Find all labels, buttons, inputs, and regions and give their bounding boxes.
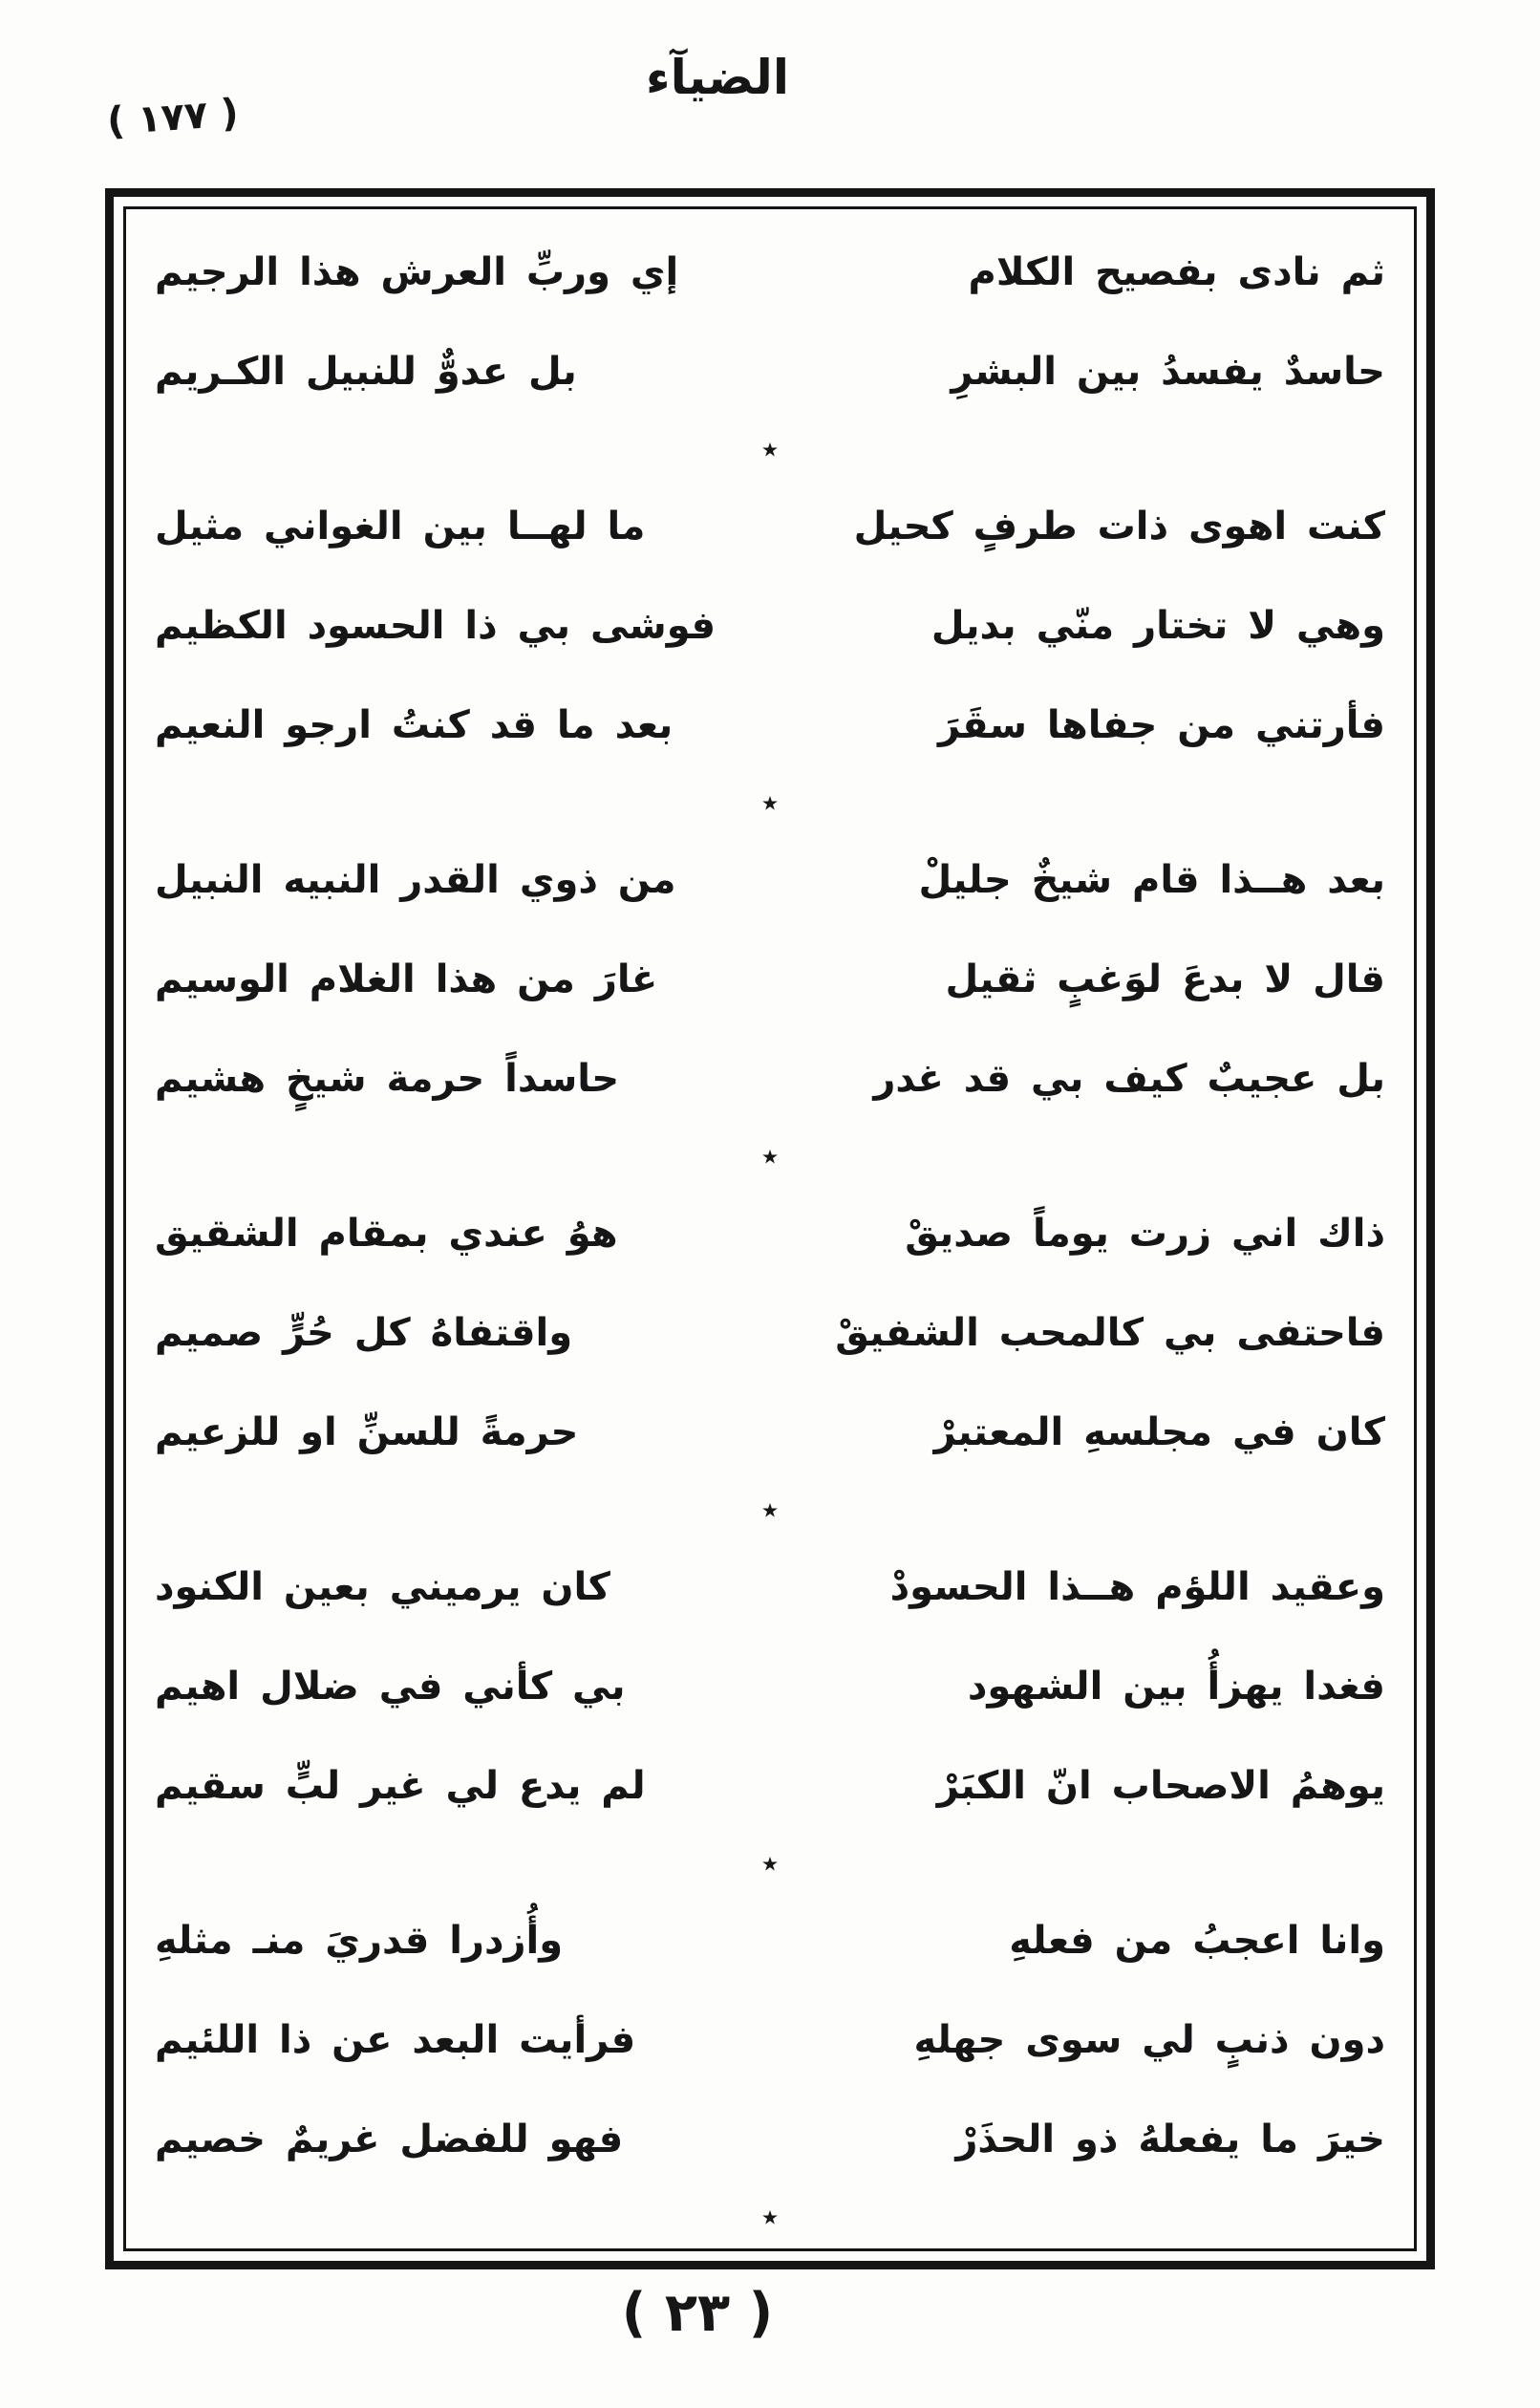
hemistich-right: يوهمُ الاصحاب انّ الكبَرْ <box>936 1764 1385 1808</box>
hemistich-left: إي وربِّ العرش هذا الرجيم <box>155 250 679 294</box>
verse-row <box>155 477 1385 576</box>
stanza-separator-asterisk: ٭ <box>760 2198 780 2236</box>
stanza <box>155 1537 1385 1836</box>
hemistich-right: فاحتفى بي كالمحب الشفيقْ <box>835 1311 1385 1355</box>
verse-row <box>155 1990 1385 2090</box>
hemistich-right: دون ذنبٍ لي سوى جهلهِ <box>913 2018 1385 2062</box>
poem-frame-inner-rule <box>123 206 1417 2251</box>
hemistich-left: بعد ما قد كنتُ ارجو النعيم <box>155 703 674 747</box>
stanza <box>155 477 1385 775</box>
hemistich-right: كان في مجلسهِ المعتبرْ <box>933 1410 1385 1454</box>
hemistich-right: حاسدٌ يفسدُ بين البشرِ <box>951 350 1385 394</box>
hemistich-left: غارَ من هذا الغلام الوسيم <box>155 957 658 1001</box>
hemistich-right: بل عجيبٌ كيف بي قد غدر <box>873 1057 1385 1101</box>
hemistich-right: خيرَ ما يفعلهُ ذو الحذَرْ <box>955 2118 1385 2161</box>
hemistich-left: هوُ عندي بمقام الشقيق <box>155 1212 618 1256</box>
verse-row <box>155 576 1385 676</box>
verse-row <box>155 930 1385 1029</box>
stanza-separator-asterisk: ٭ <box>760 784 780 822</box>
stanza-separator-asterisk: ٭ <box>760 430 780 468</box>
page-number-top: ( ١٧٧ ) <box>105 91 241 144</box>
page-number-bottom: ( ٢٣ ) <box>621 2282 774 2344</box>
stanza-separator-asterisk: ٭ <box>760 1491 780 1529</box>
hemistich-right: وانا اعجبُ من فعلهِ <box>1009 1919 1385 1963</box>
stanza-separator-asterisk: ٭ <box>760 1844 780 1882</box>
hemistich-left: فوشى بي ذا الحسود الكظيم <box>155 604 717 648</box>
verse-row <box>155 1537 1385 1637</box>
stanza <box>155 1184 1385 1482</box>
verse-row <box>155 1891 1385 1990</box>
hemistich-left: حرمةً للسنِّ او للزعيم <box>155 1410 579 1454</box>
verse-row <box>155 1283 1385 1383</box>
hemistich-right: قال لا بدعَ لوَغبٍ ثقيل <box>945 957 1385 1001</box>
verse-row <box>155 223 1385 322</box>
hemistich-left: من ذوي القدر النبيه النبيل <box>155 858 676 902</box>
verse-row <box>155 830 1385 930</box>
verse-row <box>155 1637 1385 1736</box>
verse-row <box>155 676 1385 775</box>
hemistich-left: فهو للفضل غريمٌ خصيم <box>155 2118 624 2161</box>
verse-row <box>155 322 1385 421</box>
page-title: الضيآء <box>646 50 789 105</box>
hemistich-left: واقتفاهُ كل حُرٍّ صميم <box>155 1311 573 1355</box>
hemistich-left: ما لهــا بين الغواني مثيل <box>155 505 646 548</box>
hemistich-right: فغدا يهزأُ بين الشهود <box>967 1665 1385 1709</box>
hemistich-right: وعقيد اللؤم هــذا الحسودْ <box>889 1565 1385 1609</box>
hemistich-right: ذاك اني زرت يوماً صديقْ <box>905 1212 1385 1256</box>
hemistich-left: بل عدوٌّ للنبيل الكـريم <box>155 350 577 394</box>
stanza <box>155 223 1385 421</box>
hemistich-right: فأرتني من جفاها سقَرَ <box>938 703 1385 747</box>
stanza <box>155 830 1385 1129</box>
hemistich-left: كان يرميني بعين الكنود <box>155 1565 610 1609</box>
verse-row <box>155 1736 1385 1836</box>
hemistich-left: حاسداً حرمة شيخٍ هشيم <box>155 1057 620 1101</box>
hemistich-right: ثم نادى بفصيح الكلام <box>968 250 1385 294</box>
hemistich-right: وهي لا تختار منّي بديل <box>930 604 1385 648</box>
stanza <box>155 1891 1385 2189</box>
verse-row <box>155 1029 1385 1129</box>
verse-row <box>155 1383 1385 1482</box>
verse-row <box>155 2090 1385 2189</box>
poem-verses-container <box>126 209 1414 2248</box>
hemistich-left: بي كأني في ضلال اهيم <box>155 1665 626 1709</box>
hemistich-right: بعد هــذا قام شيخٌ جليلْ <box>918 858 1385 902</box>
hemistich-left: وأُزدرا قدريَ منـ مثلهِ <box>155 1919 564 1963</box>
hemistich-right: كنت اهوى ذات طرفٍ كحيل <box>853 505 1385 548</box>
hemistich-left: لم يدع لي غير لبٍّ سقيم <box>155 1764 646 1808</box>
stanza-separator-asterisk: ٭ <box>760 1137 780 1175</box>
verse-row <box>155 1184 1385 1283</box>
hemistich-left: فرأيت البعد عن ذا اللئيم <box>155 2018 636 2062</box>
poem-frame <box>105 188 1435 2269</box>
